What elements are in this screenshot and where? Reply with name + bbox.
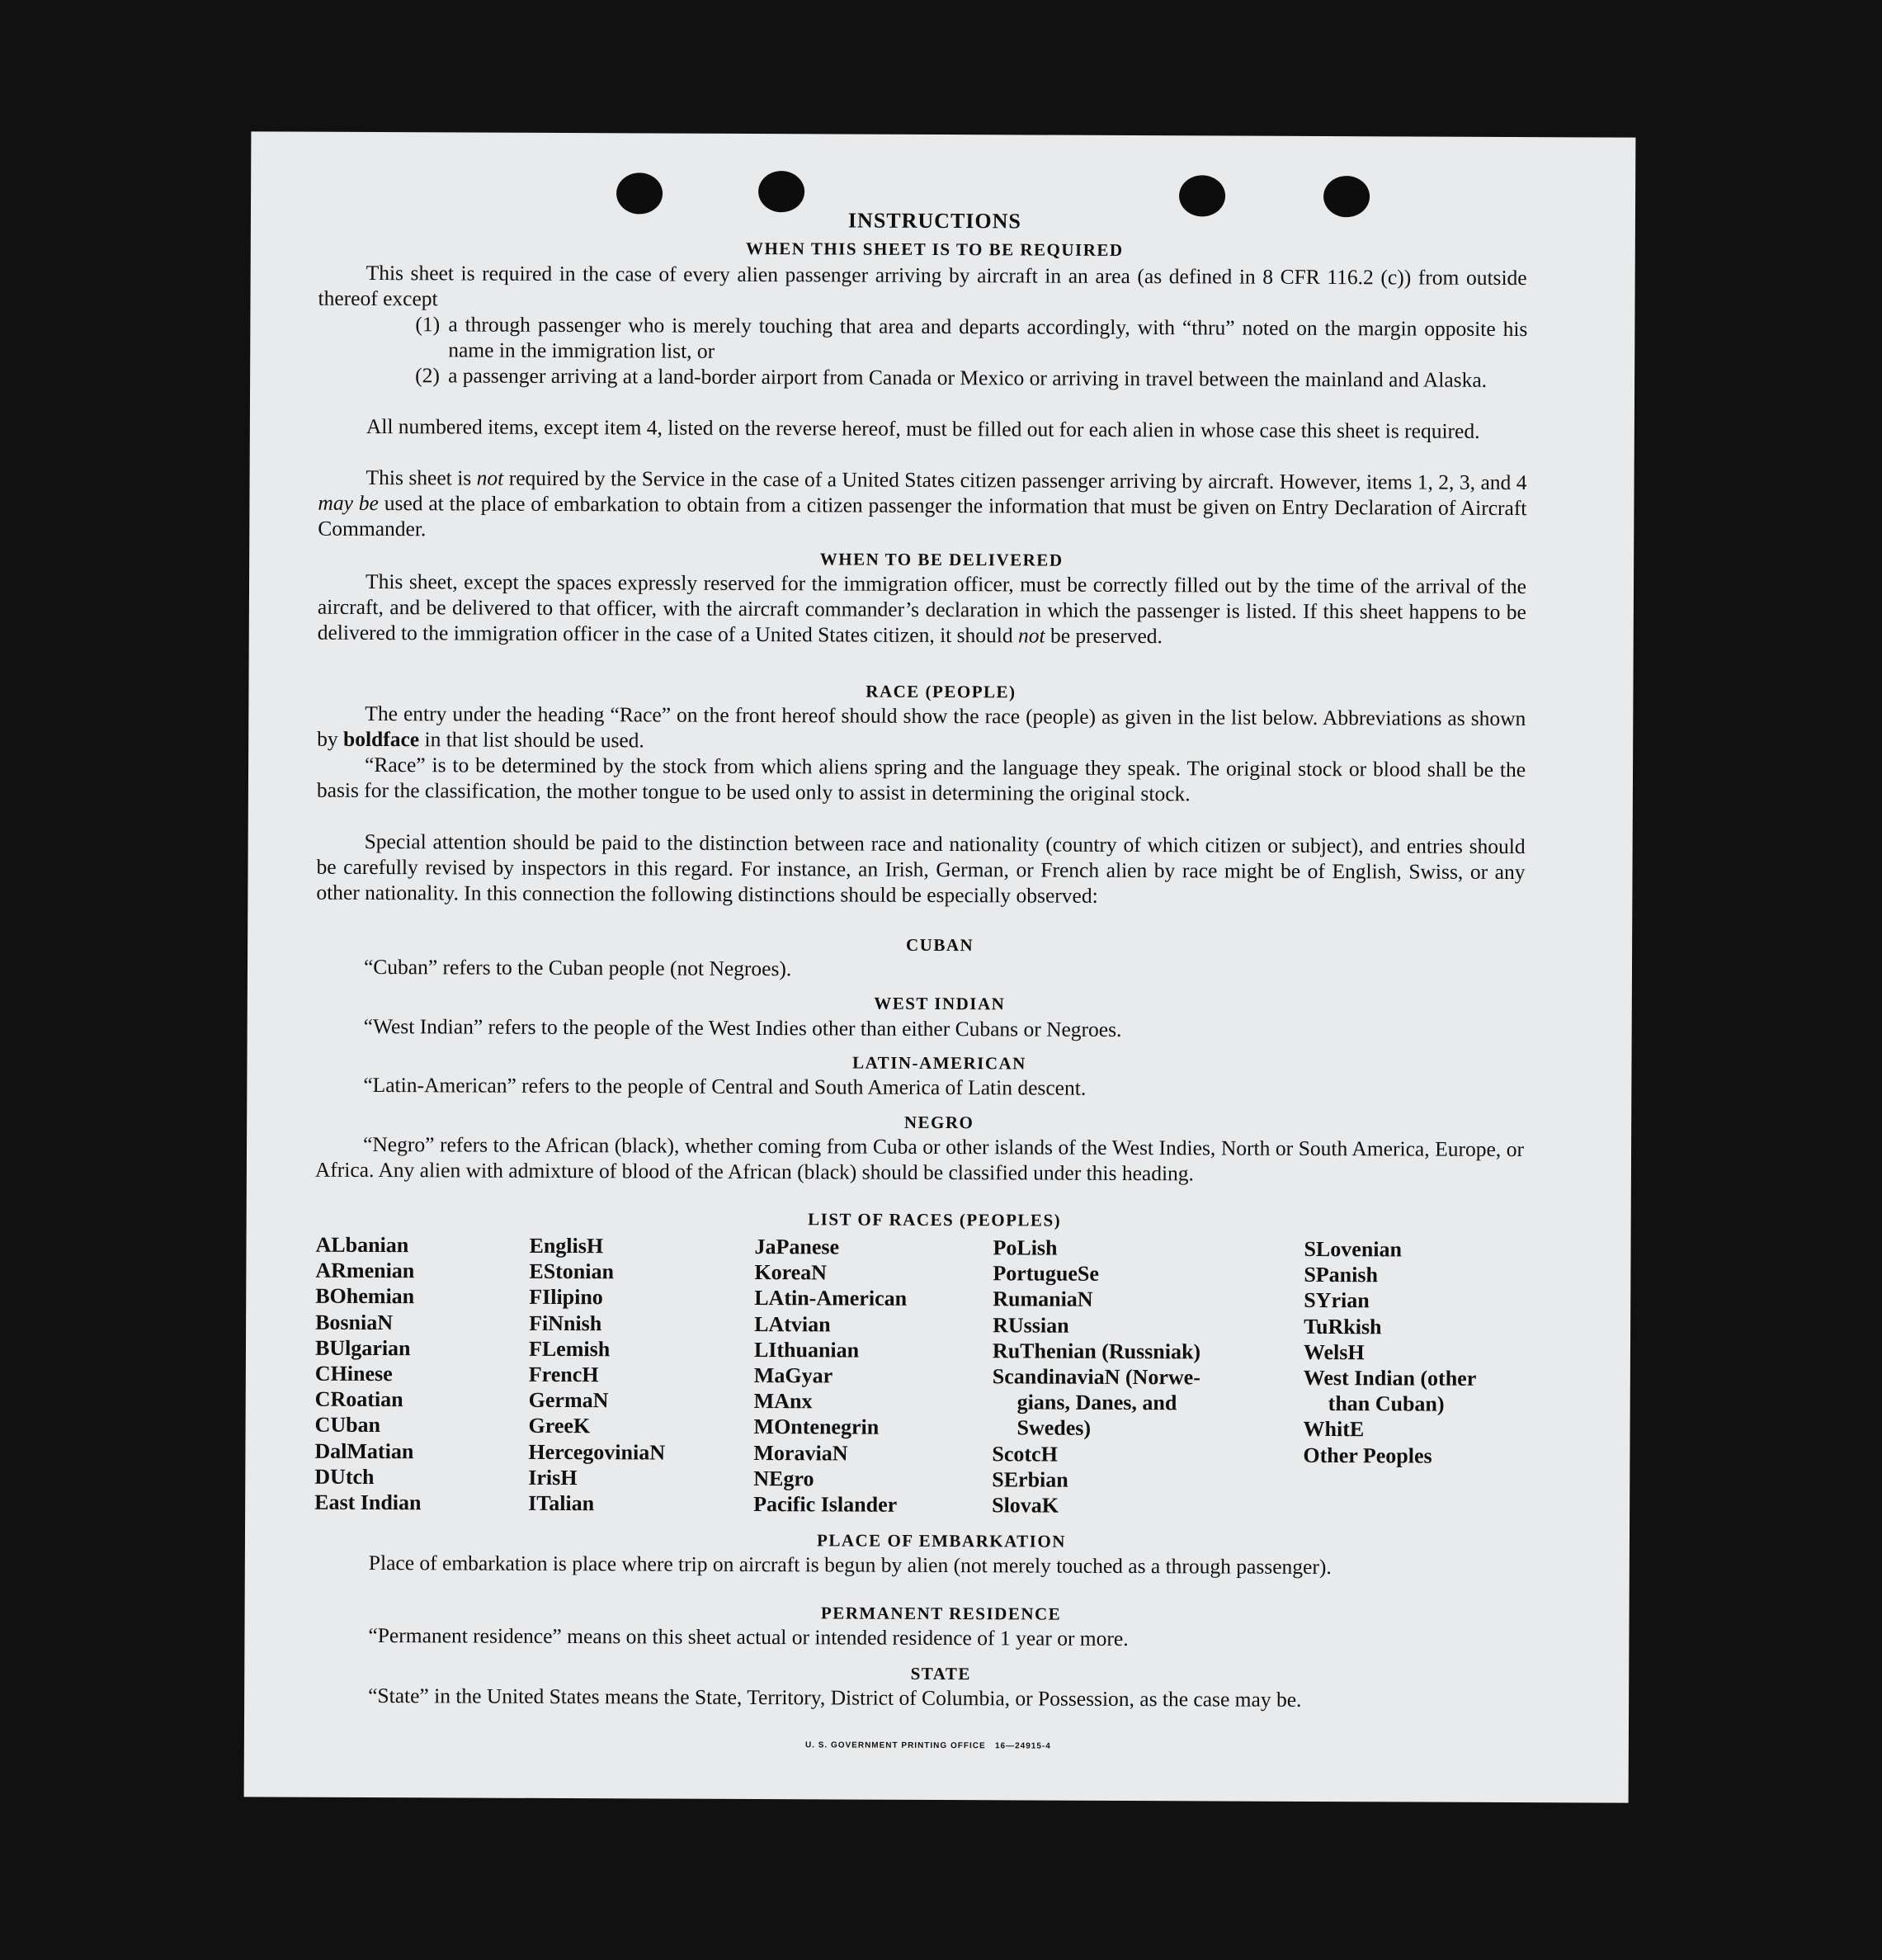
race-list-item: GermaN xyxy=(528,1388,609,1413)
race-list-item: FrencH xyxy=(528,1362,599,1387)
race-list-item: SLovenian xyxy=(1304,1236,1403,1262)
list-item: (2) a passenger arriving at a land-border airport from Canada or Mexico or arriving in travel between the mainland and Alaska. xyxy=(415,363,1488,392)
race-list-item: DalMatian xyxy=(314,1438,414,1463)
race-list-item: IrisH xyxy=(528,1465,578,1490)
race-list-item: LAtvian xyxy=(754,1311,831,1337)
embarkation-text: Place of embarkation is place where trip on aircraft is begun by alien (not merely touched as a through passenger). xyxy=(368,1550,1332,1580)
race-list-item: SErbian xyxy=(992,1467,1068,1492)
race-list-item: FLemish xyxy=(528,1336,611,1362)
latin-american-text: “Latin-American” refers to the people of Central and South America of Latin descent. xyxy=(363,1072,1087,1100)
race-list-item: Pacific Islander xyxy=(753,1492,898,1517)
races-column-3 xyxy=(753,1234,907,1518)
race-list-item: CHinese xyxy=(314,1361,393,1386)
heading-permanent-residence: PERMANENT RESIDENCE xyxy=(820,1603,1062,1624)
race-list-item: BosniaN xyxy=(315,1310,394,1334)
race-list-item: MoraviaN xyxy=(753,1440,848,1466)
heading-cuban: CUBAN xyxy=(905,934,974,956)
heading-state: STATE xyxy=(910,1663,971,1684)
race-list-item: CRoatian xyxy=(314,1386,403,1412)
race-list-item: FiNnish xyxy=(529,1311,602,1335)
race-list-item: JaPanese xyxy=(754,1235,840,1259)
when-required-para3: This sheet is not required by the Service in the case of a United States citizen passenger arriving by aircraft. However, items 1, 2, 3, and 4 may be used at the place of embarkation to obtain from a citizen passenger the information that must be given on Entry Declaration of Aircraft Commander. xyxy=(318,465,1527,541)
negro-text: “Negro” refers to the African (black), whether coming from Cuba or other islands of the West Indies, North or South America, Europe, or Africa. Any alien with admixture of blood of the African (black) should be classified under this heading. xyxy=(314,1131,1525,1186)
race-list-item: Swedes) xyxy=(1016,1415,1092,1441)
race-list-item: East Indian xyxy=(314,1490,422,1515)
heading-west-indian: WEST INDIAN xyxy=(874,993,1006,1014)
when-delivered-text: This sheet, except the spaces expressly reserved for the immigration officer, must be correctly filled out by the time of the arrival of the aircraft, and be delivered to that officer, with the aircraft commander’s declaration in which the passenger is listed. If this sheet happens to be delivered to the immigration officer in the case of a United States citizen, it should not be preserved. xyxy=(317,569,1527,649)
cuban-text: “Cuban” refers to the Cuban people (not Negroes). xyxy=(363,954,792,981)
heading-race: RACE (PEOPLE) xyxy=(866,681,1016,702)
race-list-item: WelsH xyxy=(1303,1339,1365,1365)
heading-when-delivered: WHEN TO BE DELIVERED xyxy=(819,549,1064,570)
race-list-item: BUlgarian xyxy=(314,1335,411,1361)
exception-list xyxy=(415,311,1527,393)
races-column-1 xyxy=(314,1232,422,1516)
race-list-item: LIthuanian xyxy=(753,1337,860,1363)
races-column-4 xyxy=(992,1235,1233,1519)
race-para1: The entry under the heading “Race” on the front hereof should show the race (people) as given in the list below. Abbreviations as shown by boldface in that list should be used. xyxy=(317,701,1526,753)
heading-when-required: WHEN THIS SHEET IS TO BE REQUIRED xyxy=(745,238,1124,260)
race-para3: Special attention should be paid to the distinction between race and nationality (country of which citizen or subject), and entries should be carefully revised by inspectors in this regard. For instance, an Irish, German, or French alien by race might be of English, Swiss, or any other nationality. In this connection the following distinctions should be especially observed: xyxy=(316,829,1526,908)
race-list-item: BOhemian xyxy=(315,1284,415,1309)
race-list-item: LAtin-American xyxy=(754,1286,908,1311)
race-list-item: EnglisH xyxy=(529,1233,604,1259)
race-list-item: ARmenian xyxy=(315,1258,415,1283)
race-list-item: PortugueSe xyxy=(993,1261,1099,1287)
race-list-item: HercegoviniaN xyxy=(528,1439,666,1465)
race-list-item: PoLish xyxy=(993,1235,1058,1260)
race-list-item: RUssian xyxy=(993,1312,1069,1338)
race-list-item: ALbanian xyxy=(315,1232,409,1258)
race-list-item: SYrian xyxy=(1304,1288,1370,1313)
race-list-item: NEgro xyxy=(753,1466,814,1491)
race-list-item: DUtch xyxy=(314,1464,375,1489)
punch-hole xyxy=(758,171,804,212)
race-list-item: RuThenian (Russniak) xyxy=(992,1339,1201,1364)
residence-text: “Permanent residence” means on this sheet actual or intended residence of 1 year or more. xyxy=(368,1622,1129,1651)
race-list-item: MOntenegrin xyxy=(753,1415,880,1440)
races-column-2 xyxy=(528,1233,666,1517)
race-list-item: MaGyar xyxy=(753,1363,833,1388)
document-sheet xyxy=(244,131,1636,1802)
race-list-item: TuRkish xyxy=(1304,1314,1382,1339)
state-text: “State” in the United States means the State, Territory, District of Columbia, or Possession, as the case may be. xyxy=(368,1683,1302,1712)
page-title: INSTRUCTIONS xyxy=(847,208,1021,234)
race-list-item: than Cuban) xyxy=(1328,1391,1445,1416)
race-list-item: FIlipino xyxy=(529,1285,603,1310)
when-required-para2: All numbered items, except item 4, listed on the reverse hereof, must be filled out for each alien in whose case this sheet is required. xyxy=(366,413,1480,443)
race-list-item: ScotcH xyxy=(992,1441,1058,1466)
when-required-intro: This sheet is required in the case of every alien passenger arriving by aircraft in an area (as defined in 8 CFR 116.2 (c)) from outside thereof except xyxy=(318,260,1527,311)
race-list-item: ITalian xyxy=(528,1490,595,1516)
race-list-item: ScandinaviaN (Norwe- xyxy=(992,1364,1200,1390)
heading-negro: NEGRO xyxy=(903,1112,974,1133)
race-list-item: Other Peoples xyxy=(1303,1443,1432,1468)
printing-office-footer: U. S. GOVERNMENT PRINTING OFFICE 16—24915-4 xyxy=(804,1740,1051,1751)
races-column-5 xyxy=(1303,1236,1477,1469)
list-item: (1) a through passenger who is merely touching that area and departs accordingly, with “thru” noted on the margin opposite his name in the immigration list, or xyxy=(415,312,1528,363)
race-list-item: MAnx xyxy=(753,1389,813,1414)
heading-latin-american: LATIN-AMERICAN xyxy=(852,1052,1026,1074)
race-list-item: SlovaK xyxy=(992,1493,1059,1518)
race-list-item: West Indian (other xyxy=(1303,1365,1477,1391)
heading-embarkation: PLACE OF EMBARKATION xyxy=(816,1530,1066,1551)
race-list-item: GreeK xyxy=(528,1414,591,1438)
race-list-item: WhitE xyxy=(1303,1417,1365,1442)
race-list-item: gians, Danes, and xyxy=(1016,1390,1177,1415)
heading-list-of-races: LIST OF RACES (PEOPLES) xyxy=(808,1209,1062,1230)
race-list-item: SPanish xyxy=(1304,1263,1379,1287)
race-list-item: EStonian xyxy=(529,1259,615,1284)
race-list-item: KoreaN xyxy=(754,1260,828,1285)
west-indian-text: “West Indian” refers to the people of the West Indies other than either Cubans or Negroes. xyxy=(363,1013,1122,1041)
race-list-item: RumaniaN xyxy=(993,1287,1093,1312)
race-para2: “Race” is to be determined by the stock from which aliens spring and the language they speak. The original stock or blood shall be the basis for the classification, the mother tongue to be used only to assist in determining the original stock. xyxy=(316,752,1526,806)
race-list-item: CUban xyxy=(314,1413,381,1438)
